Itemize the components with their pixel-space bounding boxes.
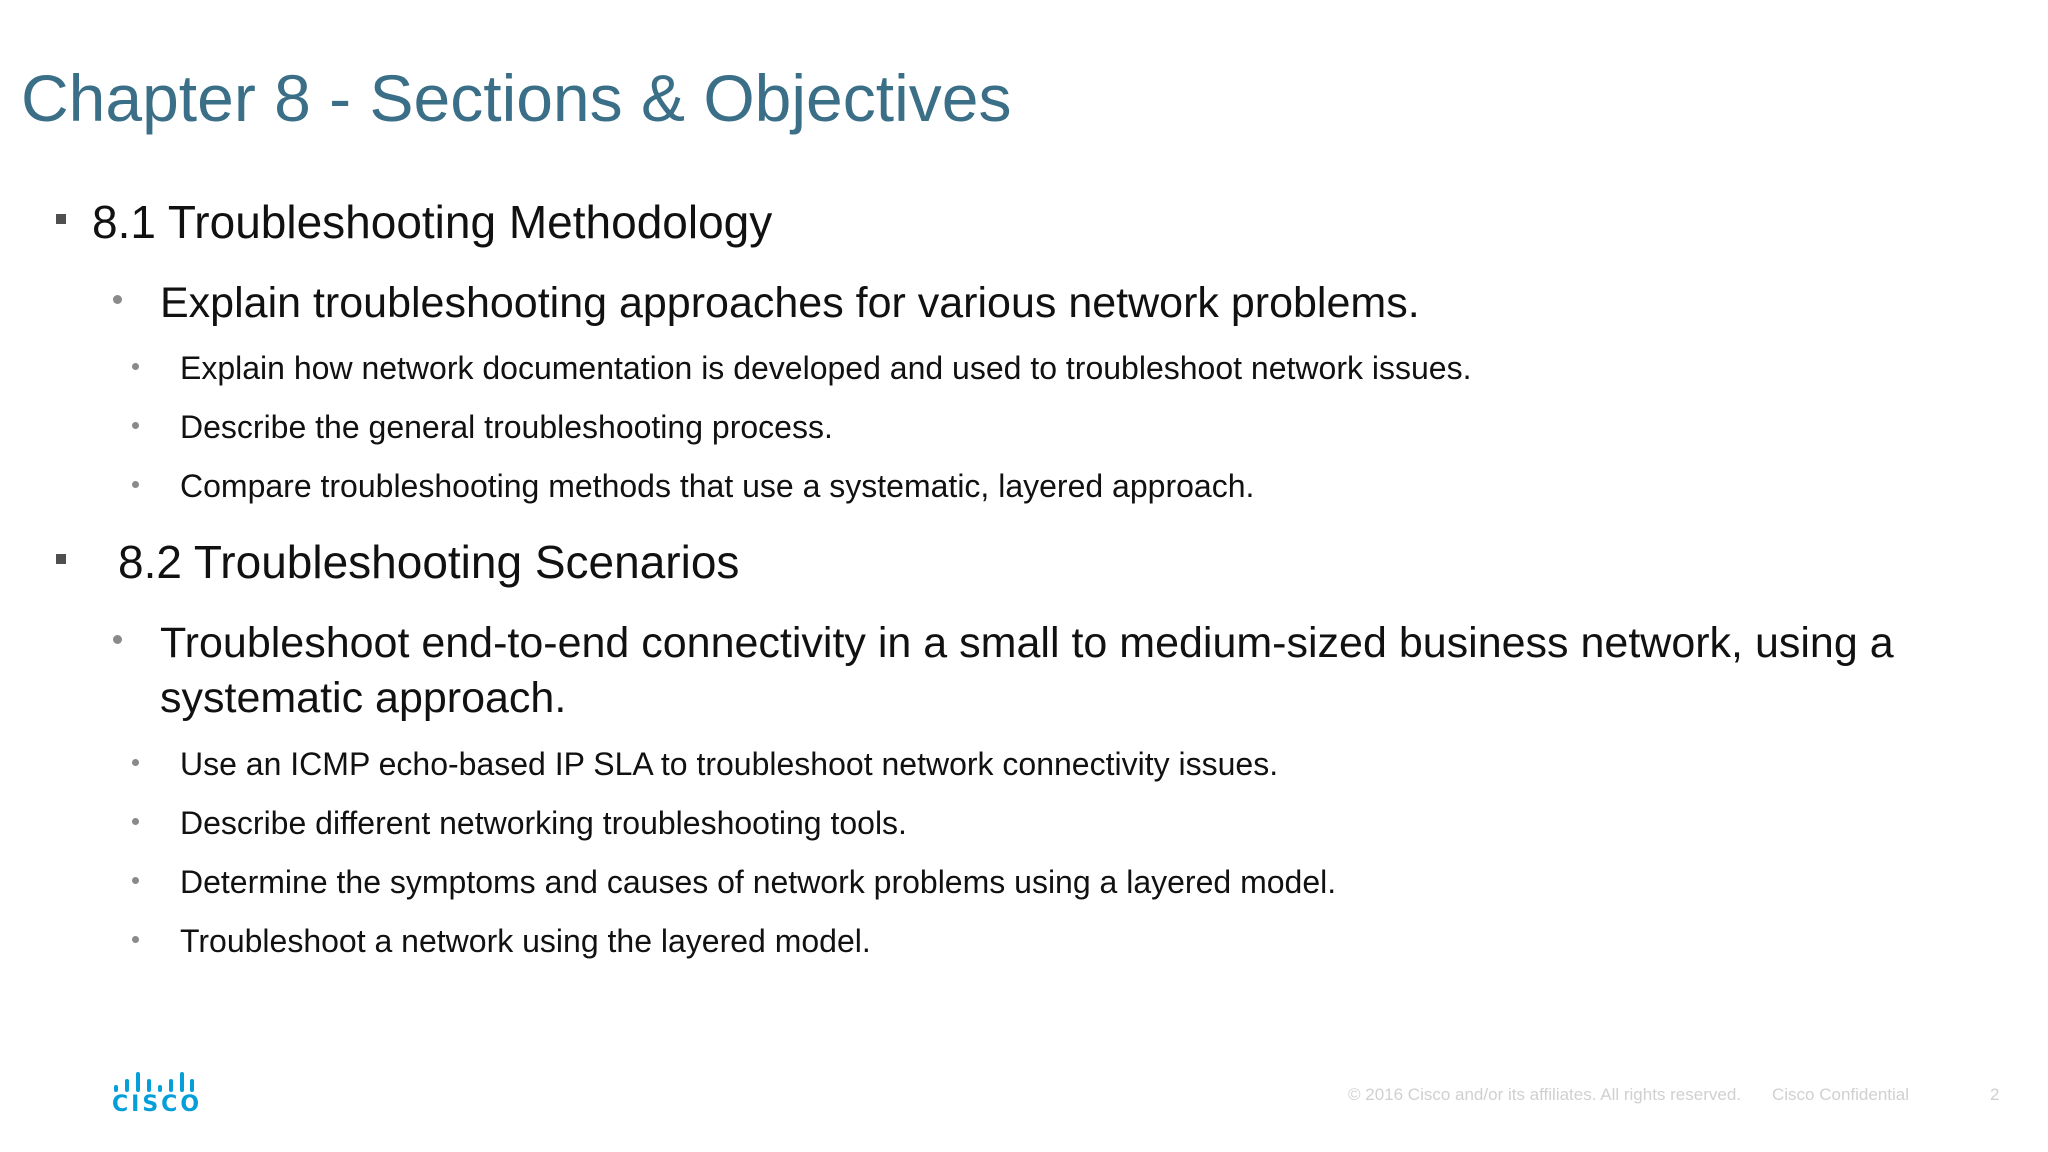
bullet-dot-icon (132, 481, 139, 488)
subobjective-label: Troubleshoot a network using the layered model. (180, 923, 871, 959)
bullet-dot-icon (132, 877, 139, 884)
square-bullet-icon (56, 554, 66, 564)
subobjective-label: Explain how network documentation is developed and used to troubleshoot network issues. (180, 350, 1472, 386)
subobjective-label: Compare troubleshooting methods that use a systematic, layered approach. (180, 468, 1255, 504)
section-heading-label: 8.1 Troubleshooting Methodology (92, 196, 773, 248)
cisco-logo-text: CISCO (112, 1092, 203, 1117)
objective-label: Troubleshoot end-to-end connectivity in a small to medium-sized business network, using a systematic approach. (160, 619, 1894, 722)
subobjective-label: Use an ICMP echo-based IP SLA to troubleshoot network connectivity issues. (180, 746, 1279, 782)
copyright-text: © 2016 Cisco and/or its affiliates. All rights reserved. (1348, 1085, 1742, 1104)
section-heading-label: 8.2 Troubleshooting Scenarios (118, 536, 740, 588)
bullet-dot-icon (132, 818, 139, 825)
slide-title: Chapter 8 - Sections & Objectives (21, 61, 1012, 135)
subobjective-label: Describe the general troubleshooting process. (180, 409, 833, 445)
subobjective-label: Determine the symptoms and causes of network problems using a layered model. (180, 864, 1337, 900)
bullet-dot-icon (132, 422, 139, 429)
confidential-label: Cisco Confidential (1772, 1085, 1910, 1104)
objective-label: Explain troubleshooting approaches for various network problems. (160, 279, 1420, 327)
subobjective-label: Describe different networking troubleshooting tools. (180, 805, 907, 841)
bullet-dot-icon (132, 936, 139, 943)
bullet-dot-icon (113, 295, 122, 304)
cisco-bars-icon (114, 1070, 194, 1092)
bullet-dot-icon (132, 759, 139, 766)
cisco-logo (112, 1070, 203, 1118)
bullet-dot-icon (113, 635, 122, 644)
square-bullet-icon (56, 214, 66, 224)
bullet-dot-icon (132, 363, 139, 370)
page-number: 2 (1990, 1085, 2000, 1104)
